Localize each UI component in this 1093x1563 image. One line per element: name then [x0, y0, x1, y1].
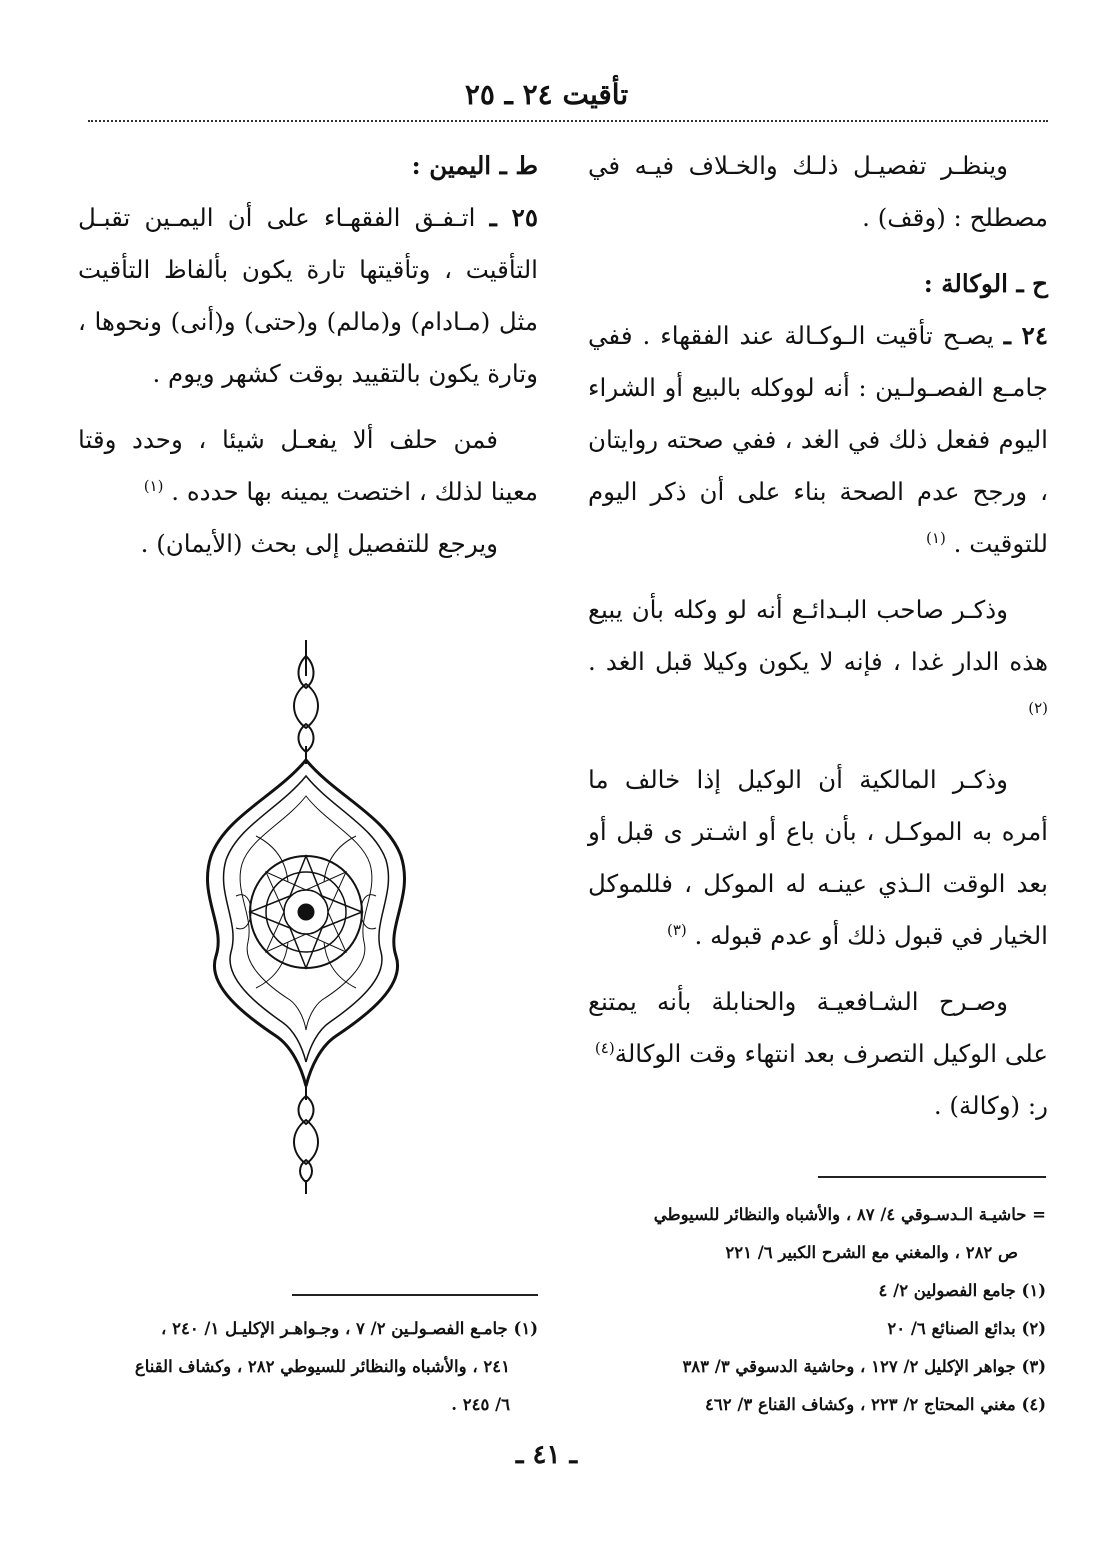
paragraph-text: وصـرح الشـافعيـة والحنابلة بأنه يمتنع على الوكيل التصرف بعد انتهاء وقت الوكالة: [588, 987, 1048, 1068]
footnote-line: ٦/ ٢٤٥ .: [451, 1395, 510, 1414]
section-heading-wakala: ح ـ الوكالة :: [923, 269, 1048, 298]
running-header: تأقيت ٢٤ ـ ٢٥: [464, 78, 629, 111]
paragraph-number: ٢٥ ـ: [489, 203, 538, 232]
paragraph-text: فمن حلف ألا يفعـل شيئا ، وحدد وقتا معينا لذلك ، اختصت يمينه بها حدده .: [78, 425, 538, 506]
paragraph-text: وذكـر المالكية أن الوكيل إذا خالف ما أمره به الموكـل ، بأن باع أو اشـتر ى قبل أو بعد الوقت الـذي عينـه له الموكل ، فللموكل الخيار في قبول ذلك أو عدم قبوله .: [588, 765, 1048, 950]
footnote-divider: [818, 1176, 1046, 1178]
footnote-ref: (٣): [666, 920, 687, 939]
footnote-ref: (١): [926, 528, 946, 547]
footnote-ref: (٤): [594, 1038, 615, 1057]
section-heading-yamin: ط ـ اليمين :: [411, 151, 538, 180]
paragraph-oath-time: [78, 414, 538, 518]
paragraph-number: ٢٤ ـ: [1003, 321, 1048, 350]
footnote-line: = حاشيـة الـدسـوقي ٤/ ٨٧ ، والأشباه والنظائر للسيوطي: [653, 1205, 1046, 1224]
footnote-line: ٢٤١ ، والأشباه والنظائر للسيوطي ٢٨٢ ، وكشاف القناع: [134, 1357, 510, 1376]
footnote-divider: [292, 1294, 538, 1296]
paragraph-text: اتـفـق الفقهـاء على أن اليمـين تقبـل التأقيت ، وتأقيتها تارة يكون بألفاظ التأقيت مثل (مـادام) و(مالم) و(حتى) و(أنى) ونحوها ، وتارة يكون بالتقييد بوقت كشهر ويوم .: [78, 203, 538, 388]
footnote-line: (١) جامع الفصولين ٢/ ٤: [878, 1281, 1046, 1300]
paragraph-24: [588, 310, 1048, 570]
right-column: [588, 140, 1048, 1132]
paragraph-waqf-reference: وينظـر تفصيـل ذلـك والخـلاف فيـه في مصطلح : (وقف) .: [588, 151, 1048, 232]
footnote-ref: (١): [143, 476, 164, 495]
footnote-line: (٣) جواهر الإكليل ٢/ ١٢٧ ، وحاشية الدسوقي ٣/ ٣٨٣: [682, 1357, 1046, 1376]
paragraph-text: يصـح تأقيت الـوكـالة عند الفقهاء . ففي جامـع الفصـولـين : أنه لووكله بالبيع أو الشراء اليوم ففعل ذلك في الغد ، ففي صحته روايتان ، ورجح عدم الصحة بناء على أن ذكر اليوم للتوقيت .: [588, 321, 1048, 558]
footnote-line: (١) جامـع الفصـولـين ٢/ ٧ ، وجـواهـر الإكليـل ١/ ٢٤٠ ،: [161, 1319, 538, 1338]
left-column: [78, 140, 538, 570]
paragraph-badai: [588, 584, 1048, 740]
footnotes-left: [80, 1310, 538, 1424]
paragraph-malikiyya: [588, 754, 1048, 962]
paragraph-25: [78, 192, 538, 400]
footnote-ref: (٢): [1028, 698, 1048, 717]
paragraph-see-aymaan: ويرجع للتفصيل إلى بحث (الأيمان) .: [140, 529, 498, 558]
page-number: ـ ٤١ ـ: [515, 1440, 578, 1470]
arabesque-ornament: [196, 636, 416, 1196]
footnote-line: (٢) بدائع الصنائع ٦/ ٢٠: [887, 1319, 1046, 1338]
paragraph-shafiiyya: [588, 976, 1048, 1080]
paragraph-see-wakala: ر: (وكالة) .: [933, 1091, 1048, 1120]
header-dotted-rule: [88, 120, 1048, 122]
paragraph-text: وذكـر صاحب البـدائـع أنه لو وكله بأن يبيع هذه الدار غدا ، فإنه لا يكون وكيلا قبل الغد .: [588, 595, 1048, 676]
footnote-line: ص ٢٨٢ ، والمغني مع الشرح الكبير ٦/ ٢٢١: [725, 1243, 1018, 1262]
footnote-line: (٤) مغني المحتاج ٢/ ٢٢٣ ، وكشاف القناع ٣/ ٤٦٢: [704, 1395, 1046, 1414]
footnotes-right: [590, 1196, 1046, 1424]
